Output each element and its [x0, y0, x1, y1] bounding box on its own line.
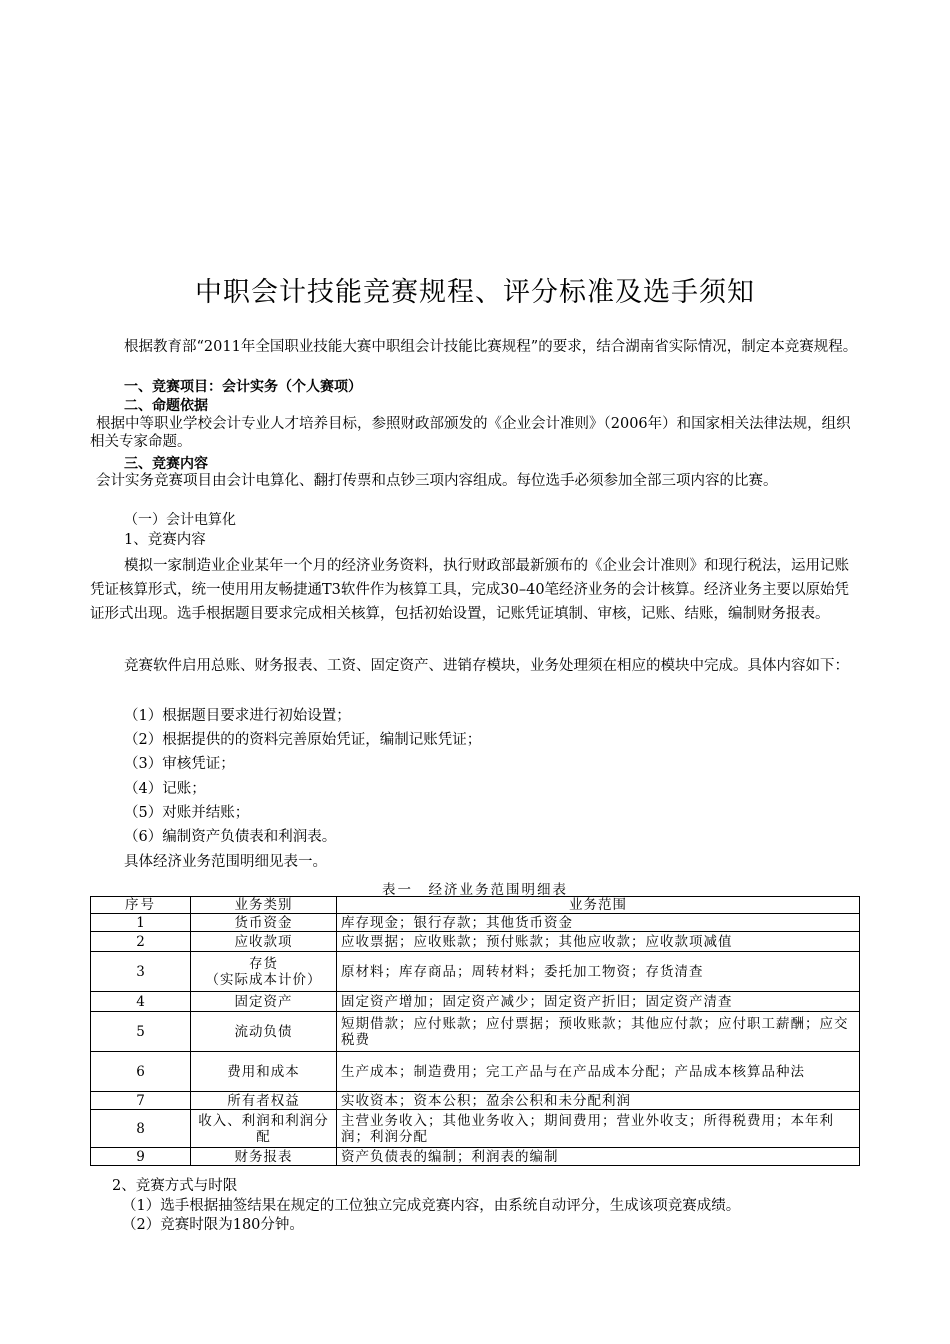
table-row — [91, 1148, 860, 1166]
table-row — [91, 992, 860, 1012]
section-2-heading: 二、命题依据 — [124, 398, 208, 414]
table-cell: 费用和成本 — [191, 1052, 337, 1092]
paragraph-1: 模拟一家制造业企业某年一个月的经济业务资料，执行财政部最新颁布的《企业会计准则》和现行税法，运用记账凭证核算形式，统一使用用友畅捷通T3软件作为核算工具，完成30–40笔经济业务的会计核算。经济业务主要以原始凭证形式出现。选手根据题目要求完成相关核算，包括初始设置，记账凭证填制、审核，记账、结账，编制财务报表。 — [90, 558, 850, 622]
table-cell: 短期借款；应付账款；应付票据；预收账款；其他应付款；应付职工薪酬；应交税费 — [337, 1012, 860, 1052]
section-3-text: 会计实务竞赛项目由会计电算化、翻打传票和点钞三项内容组成。每位选手必须参加全部三项内容的比赛。 — [96, 473, 778, 489]
step-item: （1）根据题目要求进行初始设置； — [124, 708, 351, 724]
table-cell: 2 — [91, 932, 191, 952]
subsection-1-heading: （一）会计电算化 — [124, 512, 236, 528]
paragraph-2: 竞赛软件启用总账、财务报表、工资、固定资产、进销存模块，业务处理须在相应的模块中完成。具体内容如下： — [124, 658, 849, 674]
table-cell: 4 — [91, 992, 191, 1012]
table-cell: 货币资金 — [191, 914, 337, 932]
step-item: （6）编制资产负债表和利润表。 — [124, 829, 337, 845]
step-item: （5）对账并结账； — [124, 805, 250, 821]
table-row — [91, 1012, 860, 1052]
table-cell: 原材料；库存商品；周转材料；委托加工物资；存货清查 — [337, 952, 860, 992]
section-1-heading: 一、竞赛项目：会计实务（个人赛项） — [124, 379, 362, 395]
business-scope-table — [90, 896, 860, 1166]
table-cell: 生产成本；制造费用；完工产品与在产品成本分配；产品成本核算品种法 — [337, 1052, 860, 1092]
table-cell: 6 — [91, 1052, 191, 1092]
table-reference: 具体经济业务范围明细见表一。 — [124, 854, 327, 870]
table-cell: 9 — [91, 1148, 191, 1166]
header-cell: 序号 — [91, 897, 191, 914]
step-item: （3）审核凭证； — [124, 756, 235, 772]
section-3-heading: 三、竞赛内容 — [124, 456, 208, 472]
table-cell: 5 — [91, 1012, 191, 1052]
table-cell: 1 — [91, 914, 191, 932]
table-row — [91, 1052, 860, 1092]
table-row — [91, 932, 860, 952]
table-cell: 3 — [91, 952, 191, 992]
step-item: （4）记账； — [124, 781, 206, 797]
document-title: 中职会计技能竞赛规程、评分标准及选手须知 — [195, 277, 755, 308]
table-cell: 应收票据；应收账款；预付账款；其他应收款；应收款项减值 — [337, 932, 860, 952]
table-row — [91, 952, 860, 992]
table-row — [91, 1110, 860, 1148]
table-cell: 库存现金；银行存款；其他货币资金 — [337, 914, 860, 932]
table-cell: 应收款项 — [191, 932, 337, 952]
table-cell: 流动负债 — [191, 1012, 337, 1052]
intro-paragraph: 根据教育部“2011年全国职业技能大赛中职组会计技能比赛规程”的要求，结合湖南省实际情况，制定本竞赛规程。 — [124, 339, 858, 355]
header-cell: 业务类别 — [191, 897, 337, 914]
item-2-heading: 2、竞赛方式与时限 — [112, 1178, 238, 1194]
table-cell: 主营业务收入；其他业务收入；期间费用；营业外收支；所得税费用；本年利润；利润分配 — [337, 1110, 860, 1148]
table-cell: 固定资产增加；固定资产减少；固定资产折旧；固定资产清查 — [337, 992, 860, 1012]
table-header-row — [91, 897, 860, 914]
table-row — [91, 914, 860, 932]
table-cell: 实收资本；资本公积；盈余公积和未分配利润 — [337, 1092, 860, 1110]
step-item: （2）根据提供的的资料完善原始凭证，编制记账凭证； — [124, 732, 482, 748]
section-2-text: 根据中等职业学校会计专业人才培养目标，参照财政部颁发的《企业会计准则》（2006年）和国家相关法律法规，组织相关专家命题。 — [90, 416, 851, 450]
table-cell: 8 — [91, 1110, 191, 1148]
table-cell: 收入、利润和利润分配 — [191, 1110, 337, 1148]
table-cell: 固定资产 — [191, 992, 337, 1012]
table-cell: 7 — [91, 1092, 191, 1110]
rule-2: （2）竞赛时限为180分钟。 — [122, 1217, 304, 1233]
table-row — [91, 1092, 860, 1110]
table-cell: 存货 （实际成本计价） — [191, 952, 337, 992]
table-cell: 财务报表 — [191, 1148, 337, 1166]
table-caption: 表一 经济业务范围明细表 — [382, 882, 568, 898]
table-cell: 资产负债表的编制；利润表的编制 — [337, 1148, 860, 1166]
header-cell: 业务范围 — [337, 897, 860, 914]
rule-1: （1）选手根据抽签结果在规定的工位独立完成竞赛内容，由系统自动评分，生成该项竞赛成绩。 — [122, 1198, 741, 1214]
table-cell: 所有者权益 — [191, 1092, 337, 1110]
item-1-heading: 1、竞赛内容 — [124, 532, 206, 548]
